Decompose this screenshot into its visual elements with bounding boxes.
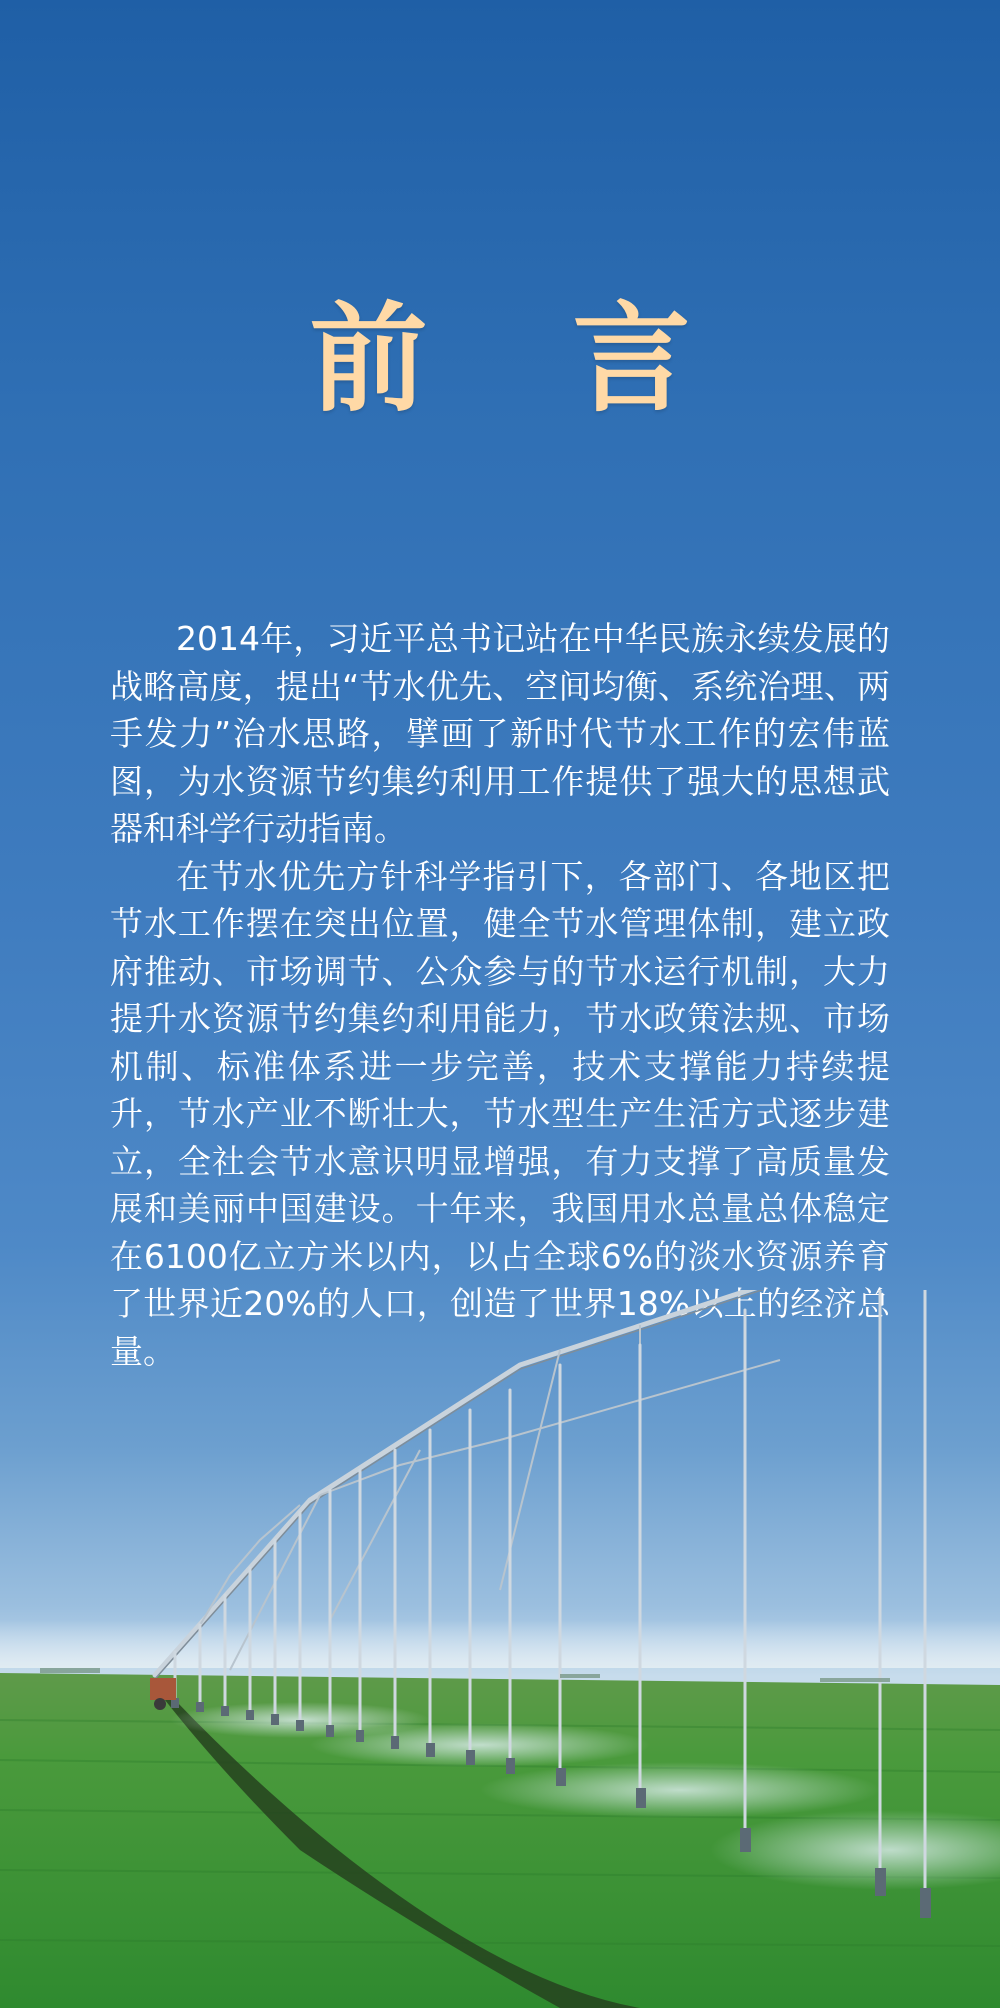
page-title: 前 言: [309, 290, 743, 428]
irrigation-field-illustration: [0, 1290, 1000, 2008]
preface-text: [110, 615, 890, 1375]
preface-paragraph-1: 2014年，习近平总书记站在中华民族永续发展的战略高度，提出“节水优先、空间均衡、系统治理、两手发力”治水思路，擘画了新时代节水工作的宏伟蓝图，为水资源节约集约利用工作提供了强大的思想武器和科学行动指南。: [110, 619, 890, 848]
preface-paragraph-2: 在节水优先方针科学指引下，各部门、各地区把节水工作摆在突出位置，健全节水管理体制，建立政府推动、市场调节、公众参与的节水运行机制，大力提升水资源节约集约利用能力，节水政策法规、市场机制、标准体系进一步完善，技术支撑能力持续提升，节水产业不断壮大，节水型生产生活方式逐步建立，全社会节水意识明显增强，有力支撑了高质量发展和美丽中国建设。十年来，我国用水总量总体稳定在6100亿立方米以内，以占全球6%的淡水资源养育了世界近20%的人口，创造了世界18%以上的经济总量。: [110, 856, 890, 1371]
